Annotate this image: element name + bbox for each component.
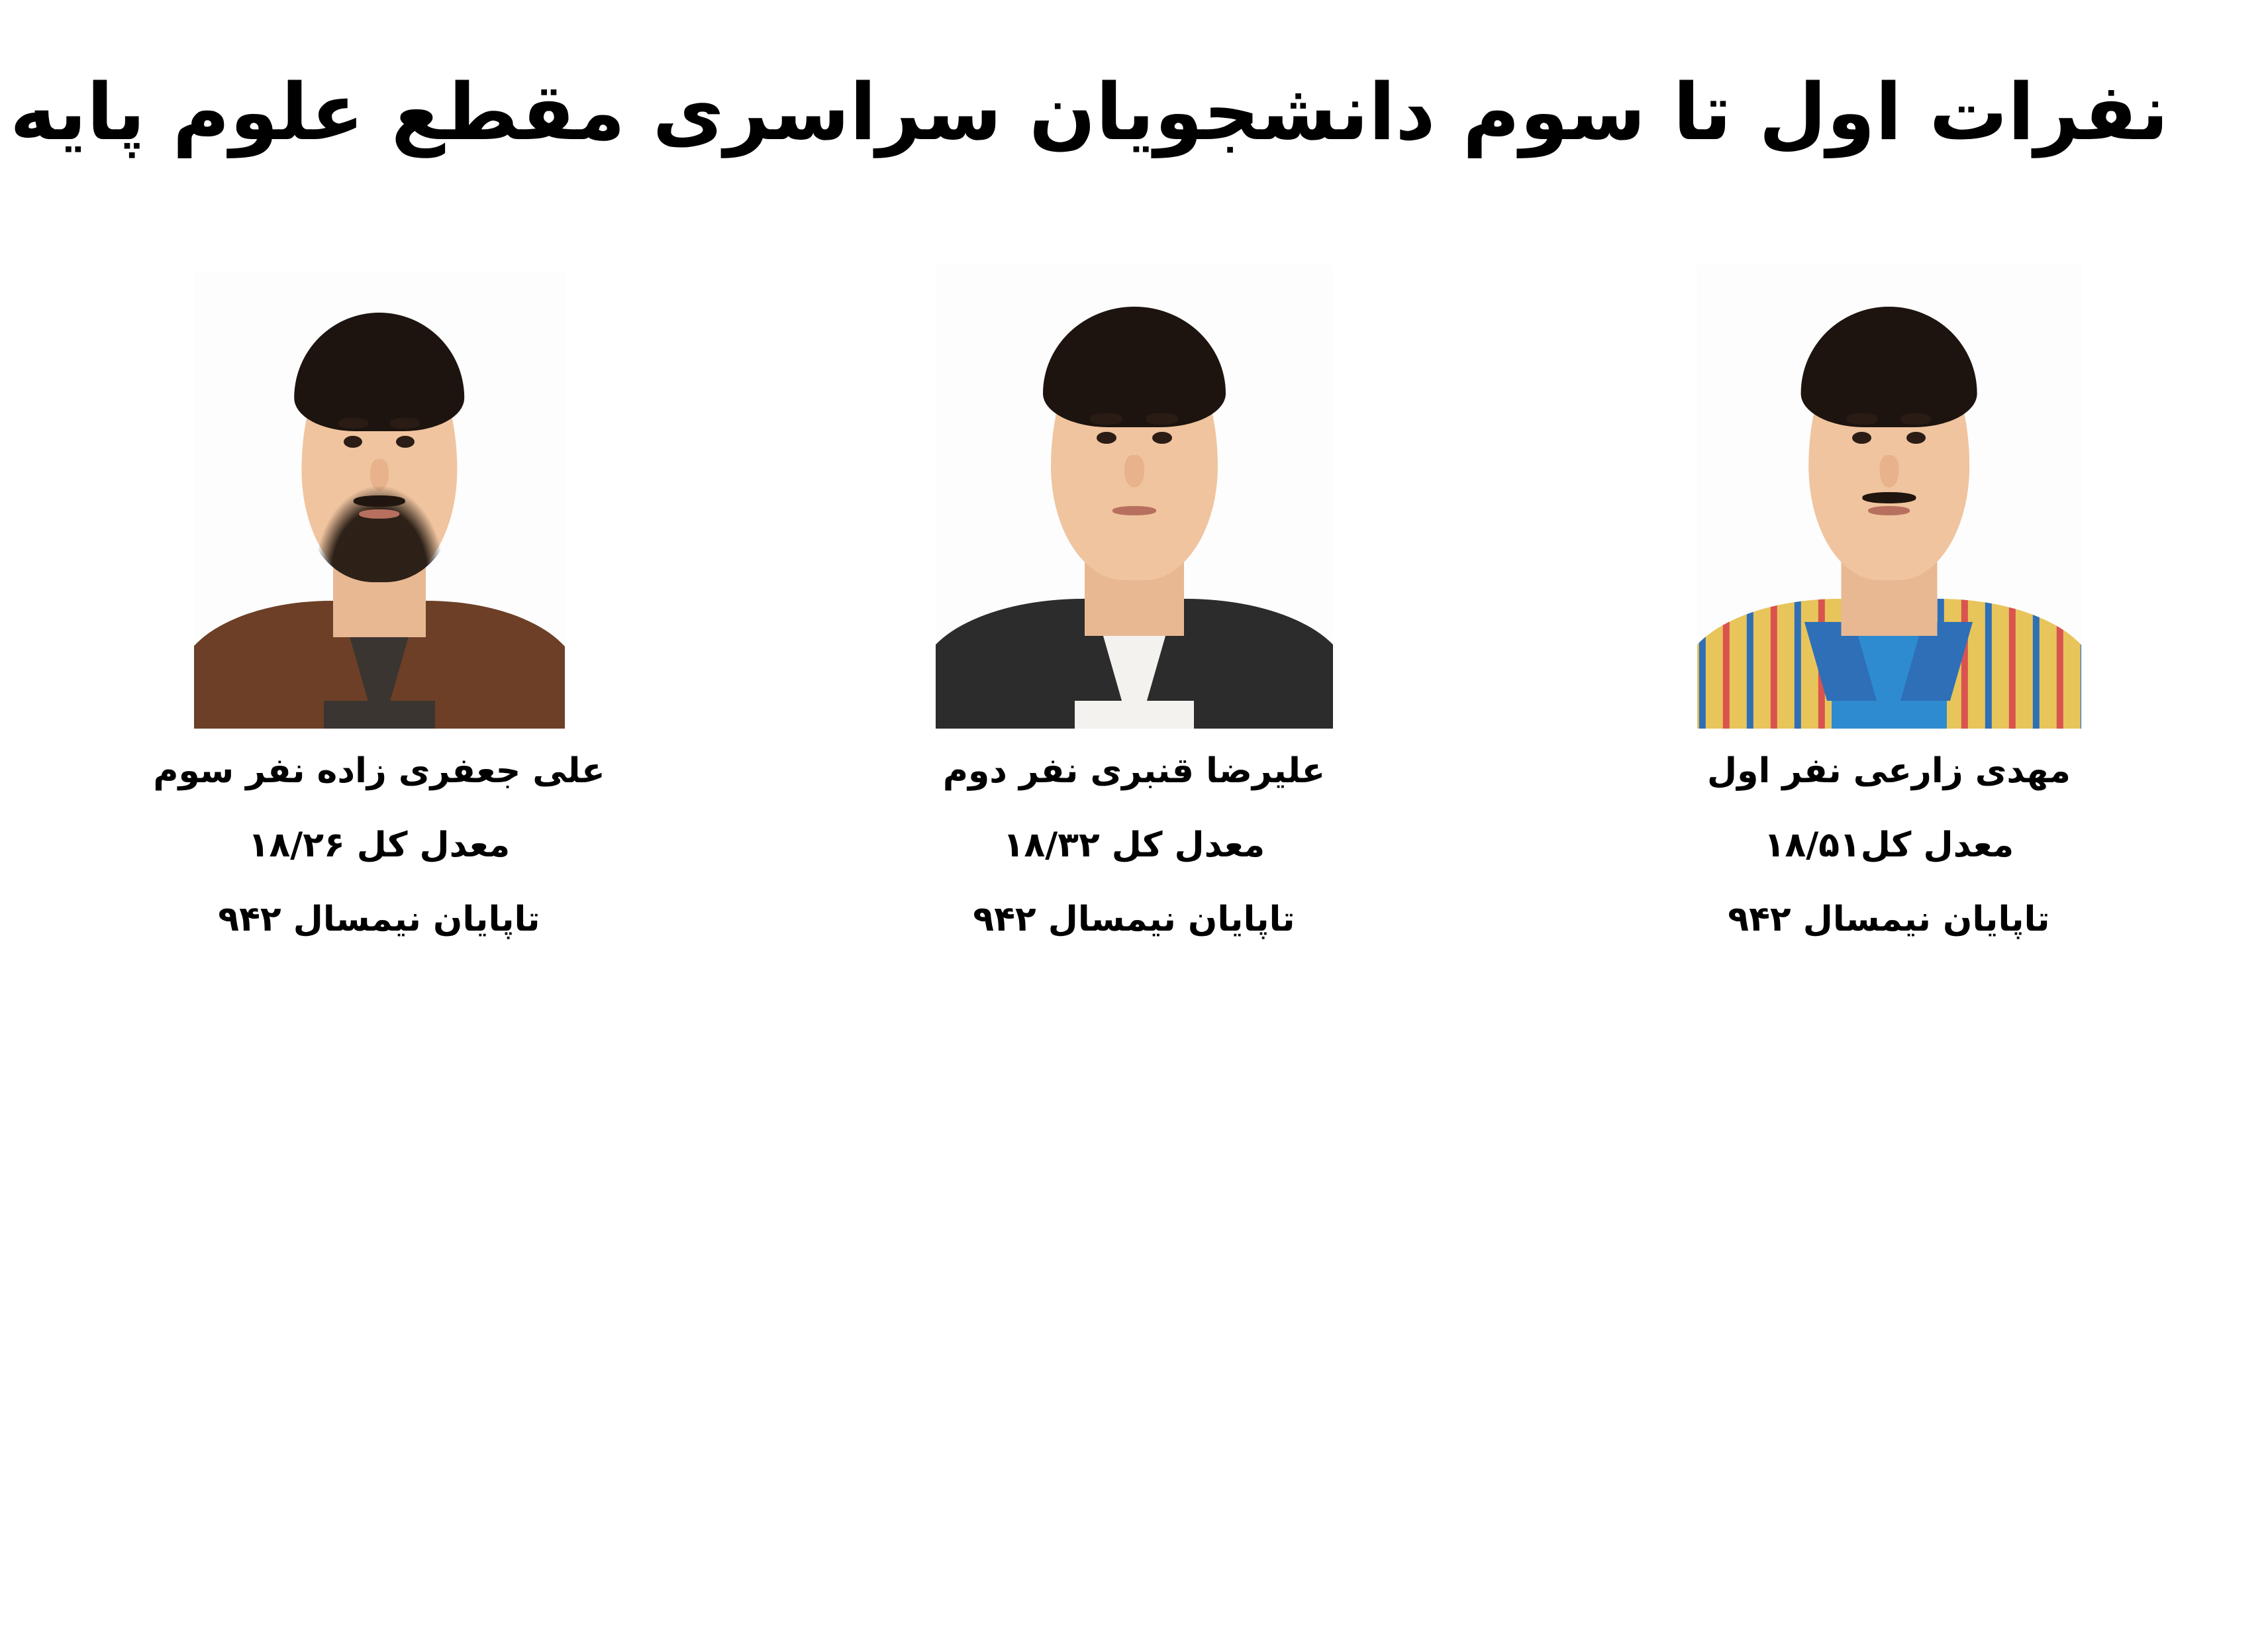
portrait-illustration (194, 272, 565, 729)
portrait-hair (1043, 307, 1226, 427)
portrait-nose (1124, 455, 1144, 487)
portrait-brow-right (390, 418, 420, 429)
portrait-brow-left (1847, 413, 1877, 425)
portrait-hair (1800, 307, 1977, 427)
student-gpa: معدل کل۱۸/۵۱ (1763, 825, 2014, 865)
student-photo (1697, 265, 2081, 729)
portrait-eye-right (1152, 432, 1172, 444)
student-name-rank: علیرضا قنبری نفر دوم (942, 751, 1326, 791)
student-card (2, 265, 757, 937)
portrait-mustache (353, 495, 405, 507)
portrait-mouth (359, 509, 400, 519)
portrait-brow-right (1146, 413, 1178, 425)
portrait-brow-right (1900, 413, 1931, 425)
student-name-rank: علی جعفری زاده نفر سوم (153, 751, 605, 791)
portrait-illustration (936, 265, 1333, 729)
page-title: نفرات اول تا سوم دانشجویان سراسری مقطع علوم پایه (9, 66, 2169, 158)
portrait-eye-right (1906, 432, 1926, 444)
student-gpa: معدل کل ۱۸/۳۲ (1003, 825, 1265, 865)
portrait-brow-left (1091, 413, 1122, 425)
student-caption (2, 751, 757, 939)
student-term: تاپایان نیمسال ۹۴۲ (1728, 899, 2050, 939)
portrait-beard (305, 473, 454, 583)
portrait-brow-left (338, 418, 368, 429)
student-photo (194, 272, 565, 729)
portrait-illustration (1697, 265, 2081, 729)
portrait-hair (294, 313, 465, 431)
portrait-mouth (1868, 506, 1910, 515)
student-photo-wrap (2, 265, 757, 729)
student-photo-wrap (757, 265, 1512, 729)
student-caption (1512, 751, 2267, 939)
portrait-mustache (1862, 492, 1916, 503)
student-card (757, 265, 1512, 937)
students-row (0, 265, 2268, 937)
portrait-mouth (1112, 506, 1156, 515)
portrait-nose (1879, 455, 1898, 487)
portrait-eye-left (1097, 432, 1116, 444)
student-caption (757, 751, 1512, 939)
student-term: تاپایان نیمسال ۹۴۲ (973, 899, 1295, 939)
student-photo-wrap (1512, 265, 2267, 729)
student-card (1512, 265, 2267, 937)
student-name-rank: مهدی زارعی نفر اول (1707, 751, 2071, 791)
student-gpa: معدل کل ۱۸/۲۶ (248, 825, 511, 865)
student-photo (936, 265, 1333, 729)
student-term: تاپایان نیمسال ۹۴۲ (218, 899, 540, 939)
